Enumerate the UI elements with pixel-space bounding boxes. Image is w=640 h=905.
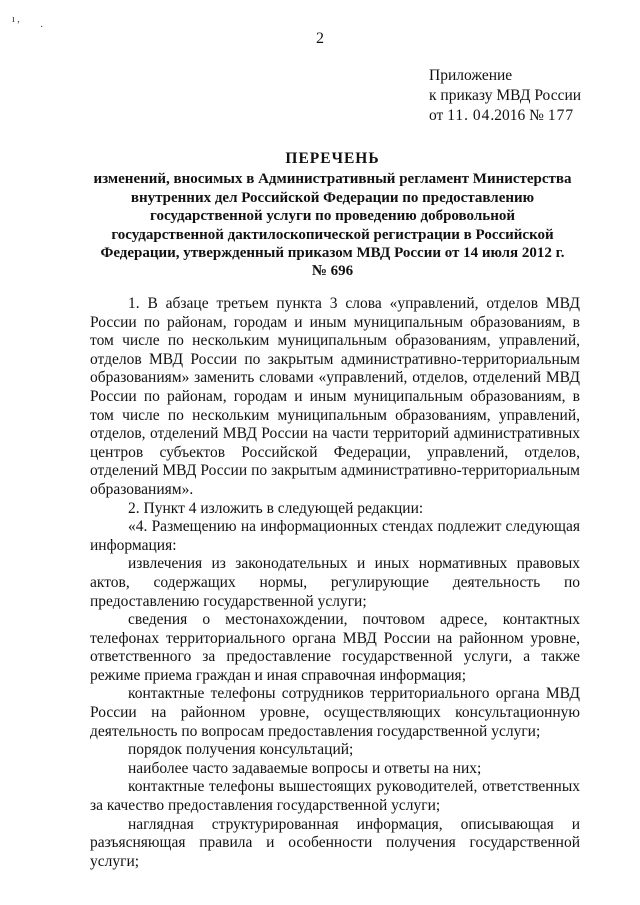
title-line: внутренних дел Российской Федерации по предоставлению (130, 189, 535, 206)
paragraph-item-2: 2. Пункт 4 изложить в следующей редакции: (128, 499, 424, 517)
paragraph-item-1: 1. В абзаце третьем пункта 3 слова «управлений, отделов МВД России по районам, городам и иным муниципальным образованиям, в том числе по нескольким муниципальным образованиям, управлений, отделов МВД России по закрытым административно-территориальным образованиям» заменить словами «управлений, отделов, отделений МВД России по районам, городам и иным муниципальным образованиям, в том числе по нескольким муниципальным образованиям, управлений, отделов, отделений МВД России на части территорий административных центров субъектов Российской Федерации, управлений, отделов, отделений МВД России по закрытым административно-территориальным образованиям». (90, 295, 580, 498)
scan-speck: ı , (12, 14, 20, 25)
title-heading: ПЕРЕЧЕНЬ (285, 150, 380, 167)
appendix-date-day: 11. (447, 107, 470, 124)
paragraph-quote-start: «4. Размещению на информационных стендах подлежит следующая информация: (90, 518, 580, 554)
paragraph-list-item: сведения о местонахождении, почтовом адресе, контактных телефонах территориального органа МВД России на районном уровне, ответственного за предоставление государственной услуги, а также режиме приема граждан и иная справочная информация; (90, 611, 580, 684)
title-line: государственной услуги по проведению добровольной (150, 208, 515, 225)
document-body (90, 295, 580, 871)
appendix-date-prefix: от (429, 107, 444, 124)
appendix-date-line (429, 106, 581, 126)
paragraph-list-item: извлечения из законодательных и иных нормативных правовых актов, содержащих нормы, регулирующие деятельность по предоставлению государственной услуги; (90, 555, 580, 610)
title-line: государственной дактилоскопической регистрации в Российской (111, 226, 554, 243)
appendix-block (429, 66, 581, 126)
appendix-order-number: 177 (547, 107, 575, 124)
appendix-date-month: 04 (472, 107, 491, 124)
paragraph-list-item: наглядная структурированная информация, описывающая и разъясняющая правила и особенности получения государственной услуги; (90, 815, 580, 870)
appendix-order-ref: к приказу МВД России (429, 87, 582, 104)
paragraph-list-item: наиболее часто задаваемые вопросы и ответы на них; (128, 759, 482, 777)
paragraph-list-item: контактные телефоны сотрудников территориального органа МВД России на районном уровне, осуществляющих консультационную деятельность по вопросам предоставления государственной услуги; (90, 685, 580, 740)
paragraph-list-item: порядок получения консультаций; (128, 741, 354, 759)
appendix-label: Приложение (429, 67, 513, 84)
paragraph-list-item: контактные телефоны вышестоящих руководителей, ответственных за качество предоставления государственной услуги; (90, 778, 580, 815)
title-line: Федерации, утвержденный приказом МВД России от 14 июля 2012 г. (100, 245, 565, 262)
title-line: изменений, вносимых в Административный регламент Министерства (93, 171, 572, 188)
page-number: 2 (316, 30, 324, 47)
scan-speck: · (40, 22, 44, 33)
document-title (75, 150, 590, 281)
appendix-number-sign: № (529, 107, 544, 124)
appendix-date-year: .2016 (490, 107, 526, 124)
title-line: № 696 (311, 263, 354, 280)
